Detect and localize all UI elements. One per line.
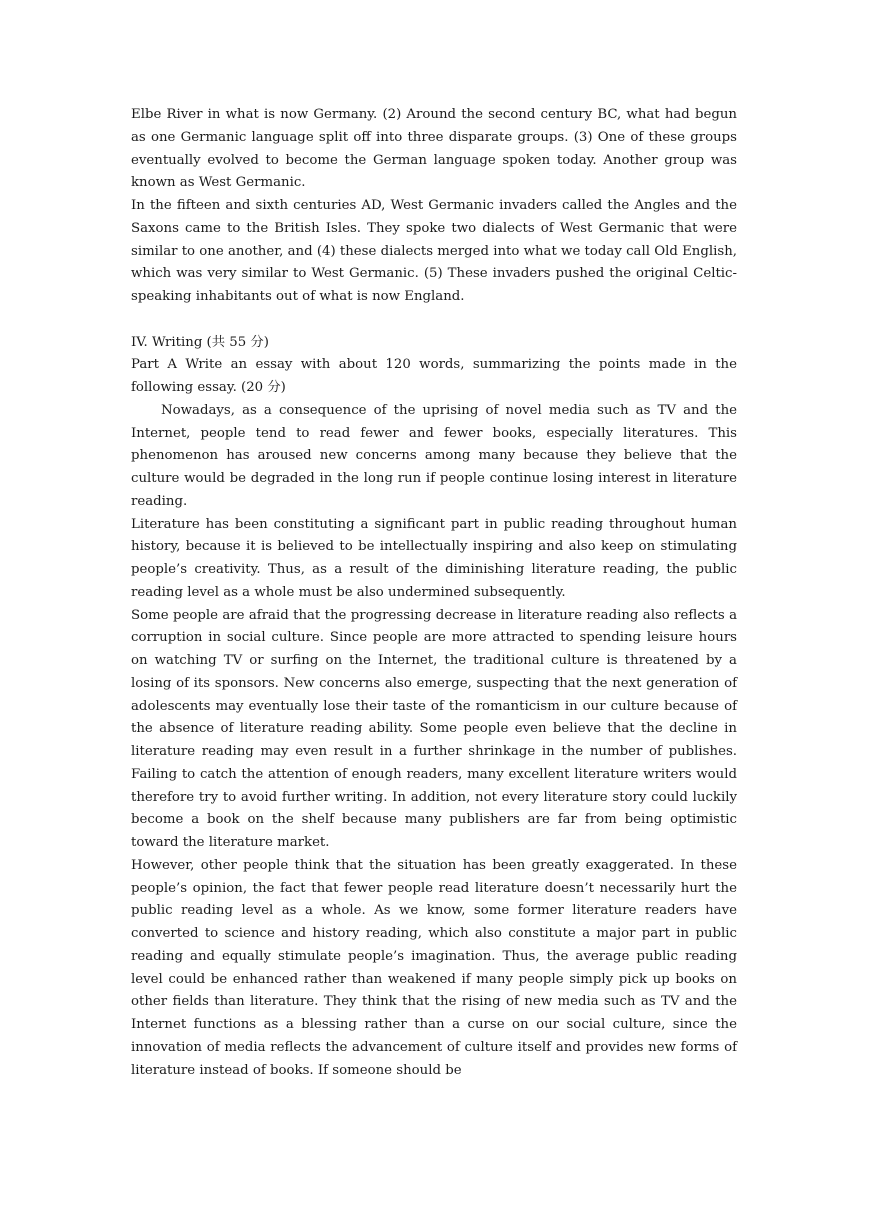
intro-paragraph: In the fifteen and sixth centuries AD, West Germanic invaders called the Angles and the Saxons came to the British Isles. They spoke two dialects of West Germanic that were similar to one another, and (4) these dialects merged into what we today call Old English, which was very similar to West Germanic. (5) These invaders pushed the original Celtic-speaking inhabitants out of what is now England. — [131, 198, 737, 304]
section-heading: IV. Writing (共 55 分) — [131, 334, 269, 350]
essay-paragraph: Nowadays, as a consequence of the uprising of novel media such as TV and the Internet, people tend to read fewer and fewer books, especially literatures. This phenomenon has aroused new concerns among many because they believe that the culture would be degraded in the long run if people continue losing interest in literature reading. — [131, 402, 737, 509]
blank-line — [131, 309, 737, 332]
intro-paragraph: Elbe River in what is now Germany. (2) Around the second century BC, what had begun as one Germanic language split off into three disparate groups. (3) One of these groups eventually evolved to become the German language spoken today. Another group was known as West Germanic. — [131, 107, 737, 191]
part-a-instruction: Part A Write an essay with about 120 words, summarizing the points made in the following essay. (20 分) — [131, 357, 737, 395]
essay-paragraph: However, other people think that the situation has been greatly exaggerated. In these people’s opinion, the fact that fewer people read literature doesn’t necessarily hurt the public reading level as a whole. As we know, some former literature readers have converted to science and history reading, which also constitute a major part in public reading and equally stimulate people’s imagination. Thus, the average public reading level could be enhanced rather than weakened if many people simply pick up books on other fields than literature. They think that the rising of new media such as TV and the Internet functions as a blessing rather than a curse on our social culture, since the innovation of media reflects the advancement of culture itself and provides new forms of literature instead of books. If someone should be — [131, 857, 737, 1078]
essay-paragraph: Some people are afraid that the progressing decrease in literature reading also reflects a corruption in social culture. Since people are more attracted to spending leisure hours on watching TV or surfing on the Internet, the traditional culture is threatened by a losing of its sponsors. New concerns also emerge, suspecting that the next generation of adolescents may eventually lose their taste of the romanticism in our culture because of the absence of literature reading ability. Some people even believe that the decline in literature reading may even result in a further shrinkage in the number of publishes. Failing to catch the attention of enough readers, many excellent literature writers would therefore try to avoid further writing. In addition, not every literature story could luckily become a book on the shelf because many publishers are far from being optimistic toward the literature market. — [131, 607, 737, 850]
essay-paragraph: Literature has been constituting a significant part in public reading throughout human history, because it is believed to be intellectually inspiring and also keep on stimulating people’s creativity. Thus, as a result of the diminishing literature reading, the public reading level as a whole must be also undermined subsequently. — [131, 516, 737, 600]
document-body — [131, 104, 737, 1082]
